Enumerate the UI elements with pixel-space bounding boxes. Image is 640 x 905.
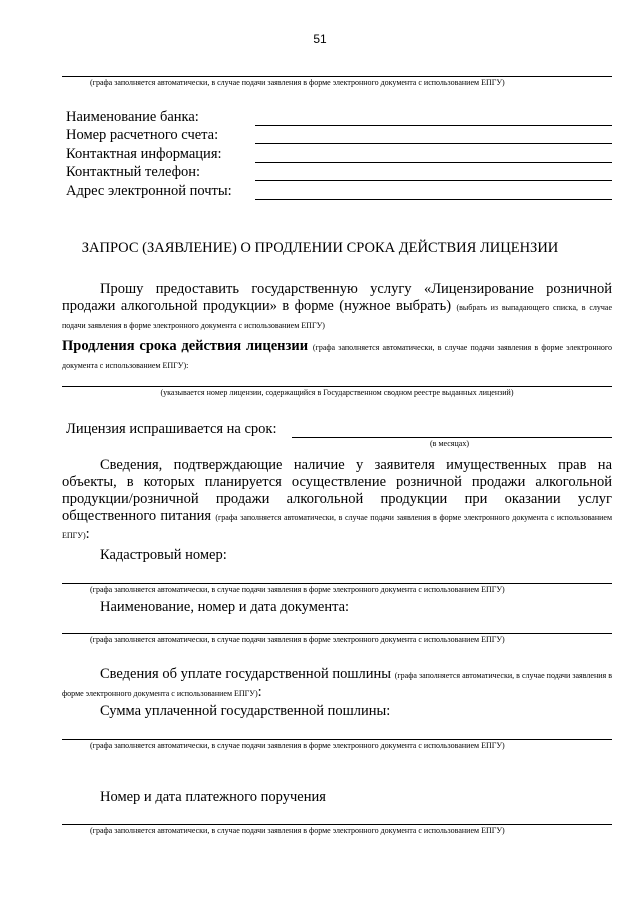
payment-order-line[interactable] — [62, 824, 612, 825]
license-number-line[interactable] — [62, 386, 612, 387]
account-number-label: Номер расчетного счета: — [66, 127, 219, 143]
request-paragraph — [62, 281, 612, 334]
term-line[interactable] — [292, 437, 612, 438]
bank-name-line[interactable] — [255, 125, 612, 126]
document-note: (графа заполняется автоматически, в случае подачи заявления в форме электронного документа с использованием ЕПГУ) — [90, 635, 505, 644]
fee-amount-label: Сумма уплаченной государственной пошлины: — [100, 703, 391, 719]
contact-phone-line[interactable] — [255, 180, 612, 181]
contact-info-line[interactable] — [255, 162, 612, 163]
cadastral-label: Кадастровый номер: — [100, 547, 227, 563]
request-note: (выбрать из выпадающего списка, в случае подачи заявления в форме электронного документа с использованием ЕПГУ) — [62, 303, 613, 330]
email-line[interactable] — [255, 199, 612, 200]
term-note: (в месяцах) — [430, 439, 469, 448]
property-note: (графа заполняется автоматически, в случае подачи заявления в форме электронного документа с использованием ЕПГУ) — [62, 513, 613, 540]
contact-info-label: Контактная информация: — [66, 146, 222, 162]
bank-name-label: Наименование банка: — [66, 109, 199, 125]
fee-amount-note: (графа заполняется автоматически, в случае подачи заявления в форме электронного документа с использованием ЕПГУ) — [90, 741, 505, 750]
license-number-note: (указывается номер лицензии, содержащийся в Государственном сводном реестре выданных лицензий) — [160, 388, 514, 397]
fee-amount-line[interactable] — [62, 739, 612, 740]
account-number-line[interactable] — [255, 143, 612, 144]
document-label: Наименование, номер и дата документа: — [100, 599, 350, 615]
extension-paragraph — [62, 338, 612, 374]
extension-title: Продления срока действия лицензии — [62, 338, 309, 354]
document-heading: ЗАПРОС (ЗАЯВЛЕНИЕ) О ПРОДЛЕНИИ СРОКА ДЕЙСТВИЯ ЛИЦЕНЗИИ — [81, 240, 559, 256]
contact-phone-label: Контактный телефон: — [66, 164, 201, 180]
request-text: Прошу предоставить государственную услугу «Лицензирование розничной продажи алкогольной продукции» в форме (нужное выбрать) — [62, 281, 612, 314]
payment-order-note: (графа заполняется автоматически, в случае подачи заявления в форме электронного документа с использованием ЕПГУ) — [90, 826, 505, 835]
document-line[interactable] — [62, 633, 612, 634]
property-paragraph: Сведения, подтверждающие наличие у заявителя имущественных прав на объекты, в которых планируется осуществление розничной продажи алкогольной продукции/розничной продажи алкогольной продукции при оказании услуг общественного питания (графа заполняется автоматически, в случае подачи заявления в форме электронного документа с использованием ЕПГУ): — [62, 457, 613, 542]
extension-note: (графа заполняется автоматически, в случае подачи заявления в форме электронного документа с использованием ЕПГУ): — [62, 343, 613, 370]
email-label: Адрес электронной почты: — [66, 183, 232, 199]
top-auto-note: (графа заполняется автоматически, в случае подачи заявления в форме электронного документа с использованием ЕПГУ) — [90, 78, 505, 87]
payment-order-label: Номер и дата платежного поручения — [100, 789, 326, 805]
page-number: 51 — [313, 32, 327, 46]
cadastral-note: (графа заполняется автоматически, в случае подачи заявления в форме электронного документа с использованием ЕПГУ) — [90, 585, 505, 594]
fee-paragraph: Сведения об уплате государственной пошлины (графа заполняется автоматически, в случае подачи заявления в форме электронного документа с использованием ЕПГУ): — [62, 666, 613, 700]
cadastral-line[interactable] — [62, 583, 612, 584]
fee-text: Сведения об уплате государственной пошлины — [100, 666, 392, 682]
fee-note: (графа заполняется автоматически, в случае подачи заявления в форме электронного документа с использованием ЕПГУ) — [62, 671, 613, 698]
term-label: Лицензия испрашивается на срок: — [66, 421, 277, 437]
property-text: Сведения, подтверждающие наличие у заявителя имущественных прав на объекты, в которых планируется осуществление розничной продажи алкогольной продукции/розничной продажи алкогольной продукции при оказании услуг общественного питания — [62, 457, 612, 524]
top-rule — [62, 76, 612, 77]
